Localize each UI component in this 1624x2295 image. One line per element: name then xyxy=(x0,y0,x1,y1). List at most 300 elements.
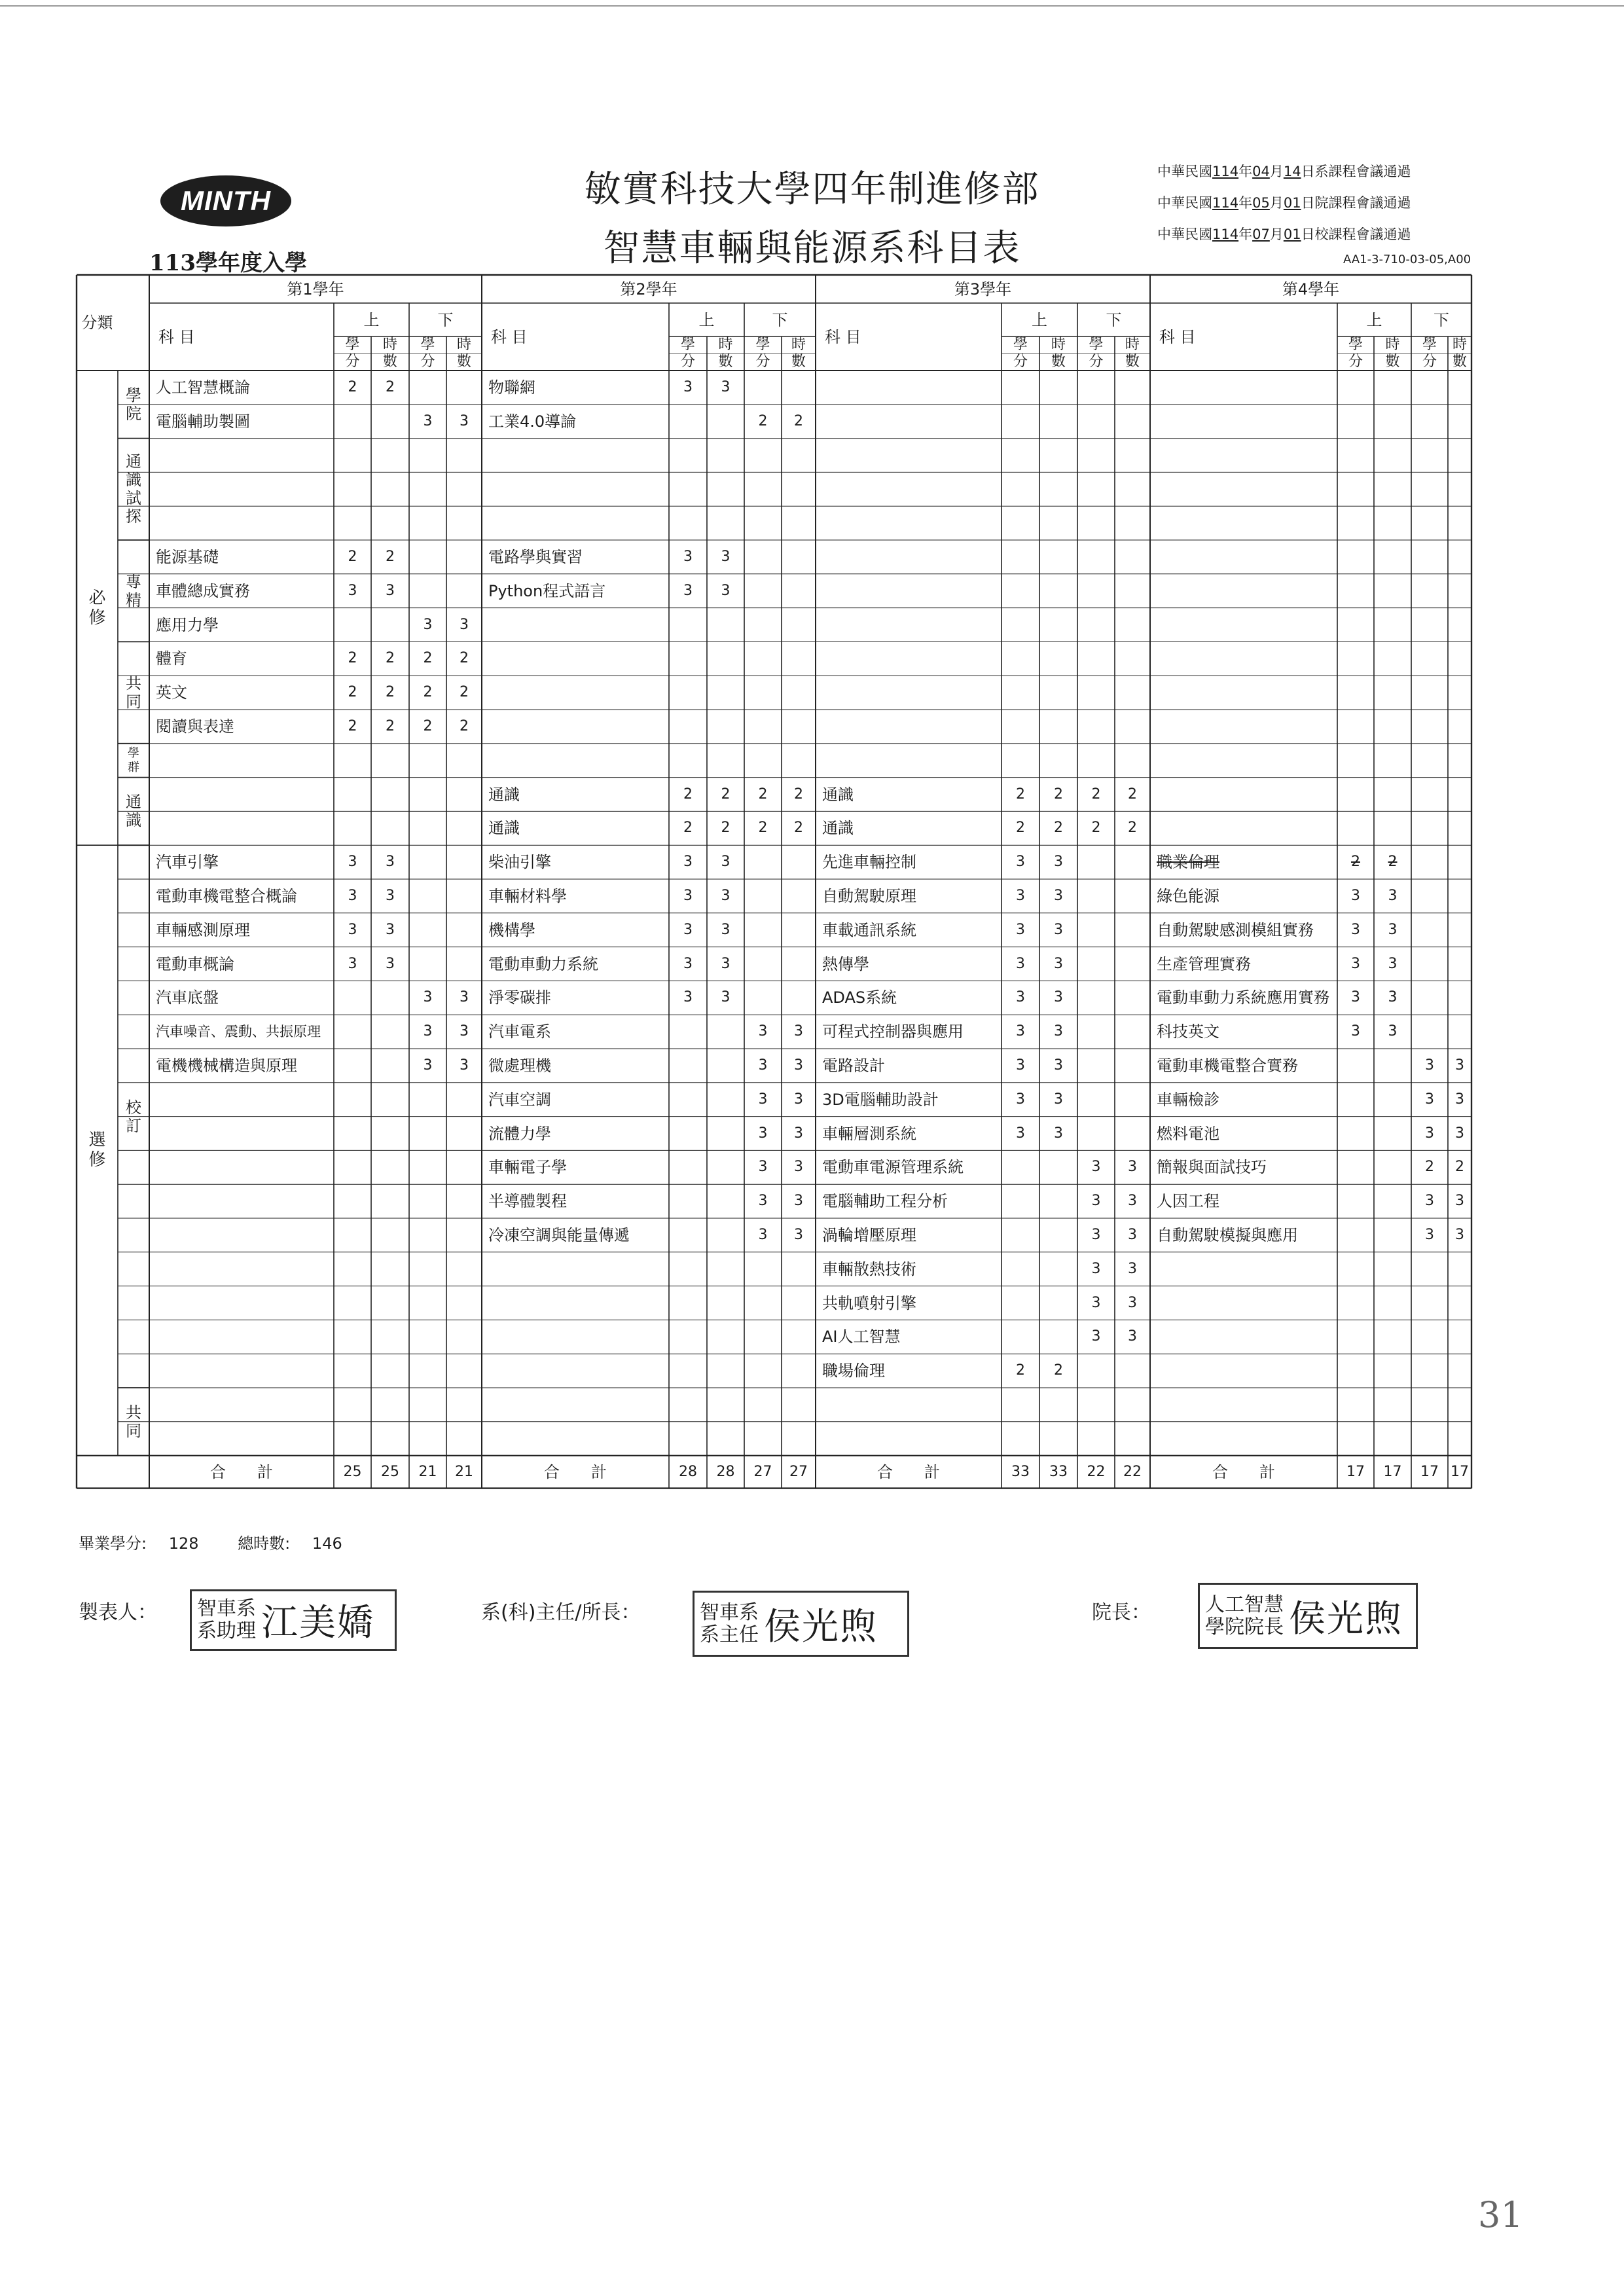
total-value: 21 xyxy=(455,1463,473,1480)
intake-year: 113學年度入學 xyxy=(149,250,307,276)
course-hours: 3 xyxy=(1128,1294,1137,1311)
course-hours: 2 xyxy=(1054,820,1063,837)
course-name: 汽車噪音、震動、共振原理 xyxy=(156,1023,321,1039)
course-hours: 3 xyxy=(386,955,395,972)
course-hours: 3 xyxy=(1128,1260,1137,1277)
course-credits: 3 xyxy=(1016,1091,1025,1108)
course-credits: 3 xyxy=(423,1023,433,1040)
course-credits: 2 xyxy=(1091,786,1101,803)
credit-header: 學 xyxy=(1422,336,1437,353)
course-hours: 2 xyxy=(1128,820,1137,837)
hours-header: 時 xyxy=(1452,336,1467,353)
course-name: 工業4.0導論 xyxy=(488,412,577,431)
course-credits: 3 xyxy=(1351,989,1360,1006)
course-name: 車輛電子學 xyxy=(488,1158,567,1177)
course-hours: 3 xyxy=(1128,1328,1137,1345)
credit-header: 分 xyxy=(1089,353,1104,370)
course-name: 共軌噴射引擎 xyxy=(822,1293,916,1312)
hours-header: 時 xyxy=(791,336,806,353)
course-name: 電機機械構造與原理 xyxy=(156,1056,297,1075)
course-hours: 2 xyxy=(386,650,395,667)
total-value: 17 xyxy=(1383,1463,1402,1480)
hours-header: 時 xyxy=(1051,336,1066,353)
total-value: 27 xyxy=(789,1463,808,1480)
course-name: 3D電腦輔助設計 xyxy=(822,1090,939,1109)
course-hours: 3 xyxy=(721,989,731,1006)
course-credits: 3 xyxy=(758,1091,768,1108)
total-value: 28 xyxy=(679,1463,697,1480)
course-credits: 3 xyxy=(683,582,693,599)
course-name: 先進車輛控制 xyxy=(822,853,916,872)
course-credits: 3 xyxy=(1016,887,1025,904)
hours-header: 時 xyxy=(456,336,471,353)
course-hours: 2 xyxy=(386,548,395,565)
course-hours: 3 xyxy=(460,989,469,1006)
course-credits: 3 xyxy=(1425,1057,1434,1074)
credit-header: 分 xyxy=(680,353,695,370)
course-hours: 3 xyxy=(794,1091,803,1108)
course-hours: 3 xyxy=(794,1023,803,1040)
course-name: 能源基礎 xyxy=(156,547,219,566)
year-header: 第1學年 xyxy=(287,280,344,298)
course-hours: 3 xyxy=(1455,1125,1464,1142)
course-credits: 2 xyxy=(423,717,433,734)
course-hours: 3 xyxy=(1054,1125,1063,1142)
total-value: 17 xyxy=(1451,1463,1469,1480)
total-value: 17 xyxy=(1346,1463,1365,1480)
course-hours: 3 xyxy=(1054,887,1063,904)
course-credits: 2 xyxy=(683,820,693,837)
course-credits: 2 xyxy=(348,548,357,565)
course-credits: 2 xyxy=(1425,1159,1434,1176)
course-credits: 3 xyxy=(1351,955,1360,972)
course-name: 電動車動力系統 xyxy=(488,954,598,973)
hours-header: 數 xyxy=(1051,353,1066,370)
course-name: 可程式控制器與應用 xyxy=(822,1022,964,1041)
credit-header: 分 xyxy=(1013,353,1028,370)
course-name: 車輛材料學 xyxy=(488,886,567,905)
course-hours: 2 xyxy=(794,412,803,429)
course-name: 車體總成實務 xyxy=(156,581,250,600)
course-hours: 3 xyxy=(1455,1193,1464,1210)
course-hours: 2 xyxy=(1388,854,1398,871)
course-name: 自動駕駛模擬與應用 xyxy=(1157,1225,1298,1244)
total-value: 17 xyxy=(1420,1463,1439,1480)
course-credits: 3 xyxy=(348,955,357,972)
subcategory-label: 學 群 xyxy=(128,746,139,774)
course-hours: 3 xyxy=(1054,955,1063,972)
course-name: 燃料電池 xyxy=(1157,1124,1219,1143)
course-credits: 3 xyxy=(1091,1193,1101,1210)
course-hours: 2 xyxy=(460,717,469,734)
approval-line: 中華民國114年04月14日系課程會議通過 xyxy=(1157,164,1411,179)
course-hours: 3 xyxy=(1388,921,1398,938)
course-name: 半導體製程 xyxy=(488,1192,567,1211)
chair-stamp: 智車系 系主任 侯光煦 xyxy=(693,1591,909,1657)
course-credits: 3 xyxy=(758,1023,768,1040)
course-name: 微處理機 xyxy=(488,1056,551,1075)
course-credits: 3 xyxy=(683,921,693,938)
course-hours: 3 xyxy=(721,548,731,565)
course-name: 流體力學 xyxy=(488,1124,551,1143)
year-header: 第2學年 xyxy=(620,280,677,298)
course-name: 電路學與實習 xyxy=(488,547,583,566)
subcategory-label: 通 識 xyxy=(126,793,141,830)
course-credits: 2 xyxy=(1016,820,1025,837)
course-name: 汽車空調 xyxy=(488,1090,551,1109)
course-credits: 3 xyxy=(1091,1328,1101,1345)
course-name: 物聯網 xyxy=(488,378,535,397)
course-hours: 2 xyxy=(1054,786,1063,803)
course-name: 英文 xyxy=(156,683,187,702)
course-hours: 3 xyxy=(794,1125,803,1142)
course-name: 通識 xyxy=(822,819,854,838)
course-hours: 3 xyxy=(794,1226,803,1243)
hours-header: 數 xyxy=(1125,353,1140,370)
course-hours: 3 xyxy=(386,854,395,871)
credit-header: 分 xyxy=(1422,353,1437,370)
subcategory-label: 通 識 試 探 xyxy=(126,452,141,526)
grad-credits: 畢業學分: 128 xyxy=(79,1534,199,1553)
course-name: 機構學 xyxy=(488,920,535,939)
course-hours: 2 xyxy=(721,820,731,837)
course-credits: 3 xyxy=(1016,921,1025,938)
course-credits: 3 xyxy=(1091,1159,1101,1176)
subject-header: 科 目 xyxy=(491,327,528,346)
course-hours: 3 xyxy=(1054,921,1063,938)
total-label: 合 計 xyxy=(210,1462,273,1481)
subcategory-label: 專 精 xyxy=(126,572,141,609)
total-value: 27 xyxy=(753,1463,772,1480)
course-hours: 3 xyxy=(794,1193,803,1210)
course-hours: 3 xyxy=(1455,1057,1464,1074)
course-hours: 3 xyxy=(721,378,731,395)
course-credits: 2 xyxy=(683,786,693,803)
course-credits: 3 xyxy=(683,548,693,565)
course-hours: 2 xyxy=(386,717,395,734)
hours-header: 數 xyxy=(791,353,806,370)
course-credits: 3 xyxy=(683,955,693,972)
course-credits: 3 xyxy=(1016,854,1025,871)
course-hours: 3 xyxy=(460,412,469,429)
credit-header: 學 xyxy=(1089,336,1104,353)
course-hours: 3 xyxy=(386,921,395,938)
semester-lower-header: 下 xyxy=(772,310,788,329)
course-hours: 3 xyxy=(1388,955,1398,972)
course-credits: 3 xyxy=(1425,1193,1434,1210)
course-hours: 3 xyxy=(721,854,731,871)
course-name: 電路設計 xyxy=(822,1056,885,1075)
hours-header: 數 xyxy=(456,353,471,370)
course-name: 車輛散熱技術 xyxy=(822,1259,916,1278)
hours-header: 時 xyxy=(718,336,733,353)
course-name: 車輛檢診 xyxy=(1157,1090,1219,1109)
dean-label: 院長： xyxy=(1092,1601,1151,1624)
subcategory-label: 校 訂 xyxy=(126,1098,141,1135)
course-credits: 3 xyxy=(348,582,357,599)
form-number: AA1-3-710-03-05,A00 xyxy=(1343,253,1471,266)
subcategory-label: 學 院 xyxy=(126,386,141,423)
course-hours: 3 xyxy=(794,1159,803,1176)
course-credits: 3 xyxy=(683,989,693,1006)
course-hours: 3 xyxy=(460,1023,469,1040)
year-header: 第4學年 xyxy=(1282,280,1340,298)
semester-upper-header: 上 xyxy=(1032,310,1047,329)
course-name: 電腦輔助工程分析 xyxy=(822,1192,948,1211)
course-credits: 3 xyxy=(423,989,433,1006)
course-credits: 3 xyxy=(1016,1125,1025,1142)
course-hours: 2 xyxy=(1455,1159,1464,1176)
course-name: 職業倫理 xyxy=(1157,853,1219,872)
course-credits: 3 xyxy=(1016,955,1025,972)
course-name: 人工智慧概論 xyxy=(156,378,250,397)
course-credits: 3 xyxy=(423,616,433,633)
course-credits: 3 xyxy=(758,1226,768,1243)
total-value: 28 xyxy=(716,1463,735,1480)
credit-header: 學 xyxy=(755,336,770,353)
credit-header: 學 xyxy=(345,336,360,353)
course-name: 自動駕駛原理 xyxy=(822,886,916,905)
credit-header: 學 xyxy=(680,336,695,353)
course-credits: 3 xyxy=(1091,1226,1101,1243)
credit-header: 分 xyxy=(345,353,360,370)
course-name: ADAS系統 xyxy=(822,988,897,1007)
total-label: 合 計 xyxy=(1212,1462,1275,1481)
total-value: 33 xyxy=(1049,1463,1068,1480)
course-credits: 3 xyxy=(1425,1125,1434,1142)
semester-upper-header: 上 xyxy=(363,310,380,329)
category-elective: 選 修 xyxy=(88,1130,106,1170)
course-credits: 3 xyxy=(348,854,357,871)
subject-header: 科 目 xyxy=(1159,327,1196,346)
course-name: 人因工程 xyxy=(1157,1192,1219,1211)
summary-line xyxy=(79,1530,376,1553)
course-name: 柴油引擎 xyxy=(488,853,551,872)
hours-header: 數 xyxy=(1385,353,1400,370)
course-name: 車輛感測原理 xyxy=(156,920,250,939)
course-hours: 2 xyxy=(386,684,395,701)
course-credits: 3 xyxy=(758,1125,768,1142)
course-hours: 3 xyxy=(721,921,731,938)
total-value: 22 xyxy=(1087,1463,1106,1480)
credit-header: 分 xyxy=(420,353,435,370)
page-subtitle: 智慧車輛與能源系科目表 xyxy=(603,227,1021,270)
total-value: 21 xyxy=(418,1463,437,1480)
course-hours: 3 xyxy=(1054,1023,1063,1040)
course-credits: 3 xyxy=(348,887,357,904)
course-hours: 3 xyxy=(1128,1193,1137,1210)
course-credits: 2 xyxy=(758,820,768,837)
course-credits: 3 xyxy=(423,412,433,429)
course-name: 應用力學 xyxy=(156,615,219,634)
course-credits: 3 xyxy=(423,1057,433,1074)
course-hours: 3 xyxy=(1128,1226,1137,1243)
course-credits: 3 xyxy=(1425,1091,1434,1108)
course-name: 體育 xyxy=(156,649,187,668)
category-required: 必 修 xyxy=(88,588,106,628)
course-credits: 3 xyxy=(1425,1226,1434,1243)
course-hours: 3 xyxy=(1054,989,1063,1006)
course-name: 汽車底盤 xyxy=(156,988,219,1007)
semester-upper-header: 上 xyxy=(1366,310,1382,329)
subcategory-label: 共 同 xyxy=(126,674,141,712)
course-hours: 3 xyxy=(1388,989,1398,1006)
course-hours: 3 xyxy=(1054,1057,1063,1074)
course-hours: 2 xyxy=(794,786,803,803)
course-hours: 3 xyxy=(721,887,731,904)
course-credits: 3 xyxy=(1351,887,1360,904)
maker-label: 製表人： xyxy=(79,1601,157,1624)
course-hours: 2 xyxy=(721,786,731,803)
school-logo: MINTH xyxy=(160,175,291,226)
course-name: 閱讀與表達 xyxy=(156,717,234,736)
chair-label: 系(科)主任/所長： xyxy=(481,1601,641,1624)
course-credits: 2 xyxy=(423,684,433,701)
course-credits: 3 xyxy=(683,854,693,871)
year-header: 第3學年 xyxy=(954,280,1012,298)
dean-stamp: 人工智慧 學院院長 侯光煦 xyxy=(1198,1583,1418,1649)
course-credits: 2 xyxy=(348,717,357,734)
course-hours: 2 xyxy=(460,650,469,667)
course-hours: 2 xyxy=(1054,1362,1063,1379)
course-name: 冷凍空調與能量傳遞 xyxy=(488,1225,630,1244)
hours-header: 時 xyxy=(1385,336,1400,353)
semester-lower-header: 下 xyxy=(1434,310,1449,329)
course-hours: 3 xyxy=(721,582,731,599)
maker-stamp: 智車系 系助理 江美嬌 xyxy=(190,1589,397,1651)
course-name: 汽車引擎 xyxy=(156,853,219,872)
course-hours: 3 xyxy=(1455,1226,1464,1243)
course-credits: 2 xyxy=(423,650,433,667)
semester-lower-header: 下 xyxy=(437,310,454,329)
course-credits: 2 xyxy=(348,684,357,701)
approval-line: 中華民國114年05月01日院課程會議通過 xyxy=(1157,195,1411,211)
course-credits: 2 xyxy=(758,786,768,803)
course-name: 通識 xyxy=(488,785,520,804)
course-name: 汽車電系 xyxy=(488,1022,551,1041)
course-name: 電動車動力系統應用實務 xyxy=(1157,988,1329,1007)
course-credits: 3 xyxy=(758,1159,768,1176)
total-value: 25 xyxy=(343,1463,362,1480)
course-name: 電動車機電整合實務 xyxy=(1157,1056,1298,1075)
credit-header: 學 xyxy=(420,336,435,353)
total-value: 25 xyxy=(381,1463,399,1480)
course-credits: 3 xyxy=(1091,1260,1101,1277)
semester-upper-header: 上 xyxy=(698,310,715,329)
hours-header: 時 xyxy=(382,336,397,353)
course-credits: 3 xyxy=(1351,1023,1360,1040)
course-name: 通識 xyxy=(822,785,854,804)
category-header: 分類 xyxy=(81,314,113,332)
course-name: 電動車電源管理系統 xyxy=(822,1158,964,1177)
course-name: 簡報與面試技巧 xyxy=(1157,1158,1267,1177)
course-credits: 3 xyxy=(1016,1023,1025,1040)
course-credits: 2 xyxy=(348,378,357,395)
course-name: 車載通訊系統 xyxy=(822,920,916,939)
course-hours: 2 xyxy=(386,378,395,395)
course-name: 生產管理實務 xyxy=(1157,954,1251,973)
course-name: 科技英文 xyxy=(1157,1022,1219,1041)
course-name: 綠色能源 xyxy=(1157,886,1219,905)
course-credits: 3 xyxy=(683,887,693,904)
course-credits: 3 xyxy=(348,921,357,938)
course-name: 車輛層測系統 xyxy=(822,1124,916,1143)
course-hours: 3 xyxy=(1455,1091,1464,1108)
credit-header: 學 xyxy=(1348,336,1363,353)
hours-header: 時 xyxy=(1125,336,1140,353)
course-name: 電動車機電整合概論 xyxy=(156,886,297,905)
subject-header: 科 目 xyxy=(158,327,195,346)
total-label: 合 計 xyxy=(877,1462,940,1481)
total-value: 33 xyxy=(1011,1463,1030,1480)
course-hours: 3 xyxy=(386,582,395,599)
course-hours: 3 xyxy=(460,616,469,633)
course-credits: 2 xyxy=(348,650,357,667)
course-hours: 3 xyxy=(460,1057,469,1074)
page-title: 敏實科技大學四年制進修部 xyxy=(584,168,1040,211)
total-hours: 總時數: 146 xyxy=(238,1534,342,1553)
course-hours: 3 xyxy=(1054,1091,1063,1108)
credit-header: 分 xyxy=(755,353,770,370)
page-number: 31 xyxy=(1478,2194,1523,2235)
hours-header: 數 xyxy=(1452,353,1467,370)
course-credits: 3 xyxy=(1016,1057,1025,1074)
course-name: 職場倫理 xyxy=(822,1362,885,1381)
course-credits: 3 xyxy=(1016,989,1025,1006)
course-name: AI人工智慧 xyxy=(822,1328,901,1346)
credit-header: 分 xyxy=(1348,353,1363,370)
course-name: 淨零碳排 xyxy=(488,988,551,1007)
subject-header: 科 目 xyxy=(825,327,861,346)
approval-line: 中華民國114年07月01日校課程會議通過 xyxy=(1157,226,1411,242)
course-credits: 3 xyxy=(758,1057,768,1074)
course-hours: 2 xyxy=(1128,786,1137,803)
course-hours: 3 xyxy=(1128,1159,1137,1176)
credit-header: 學 xyxy=(1013,336,1028,353)
course-credits: 3 xyxy=(1351,921,1360,938)
course-name: 電腦輔助製圖 xyxy=(156,412,250,431)
course-name: 渦輪增壓原理 xyxy=(822,1225,916,1244)
total-value: 22 xyxy=(1123,1463,1142,1480)
course-credits: 2 xyxy=(1091,820,1101,837)
course-hours: 3 xyxy=(1388,887,1398,904)
course-hours: 2 xyxy=(460,684,469,701)
course-hours: 2 xyxy=(794,820,803,837)
hours-header: 數 xyxy=(382,353,397,370)
subcategory-label: 共 同 xyxy=(126,1403,141,1440)
course-credits: 2 xyxy=(1351,854,1360,871)
course-hours: 3 xyxy=(1054,854,1063,871)
course-hours: 3 xyxy=(721,955,731,972)
course-name: 熱傳學 xyxy=(822,954,869,973)
total-label: 合 計 xyxy=(544,1462,607,1481)
course-name: Python程式語言 xyxy=(488,581,606,600)
course-hours: 3 xyxy=(1388,1023,1398,1040)
semester-lower-header: 下 xyxy=(1106,310,1122,329)
course-name: 電動車概論 xyxy=(156,954,234,973)
course-credits: 3 xyxy=(1091,1294,1101,1311)
course-name: 通識 xyxy=(488,819,520,838)
hours-header: 數 xyxy=(718,353,733,370)
course-credits: 2 xyxy=(1016,786,1025,803)
course-credits: 2 xyxy=(1016,1362,1025,1379)
course-hours: 3 xyxy=(386,887,395,904)
course-hours: 3 xyxy=(794,1057,803,1074)
course-credits: 3 xyxy=(758,1193,768,1210)
course-name: 自動駕駛感測模組實務 xyxy=(1157,920,1314,939)
course-credits: 3 xyxy=(683,378,693,395)
course-credits: 2 xyxy=(758,412,768,429)
